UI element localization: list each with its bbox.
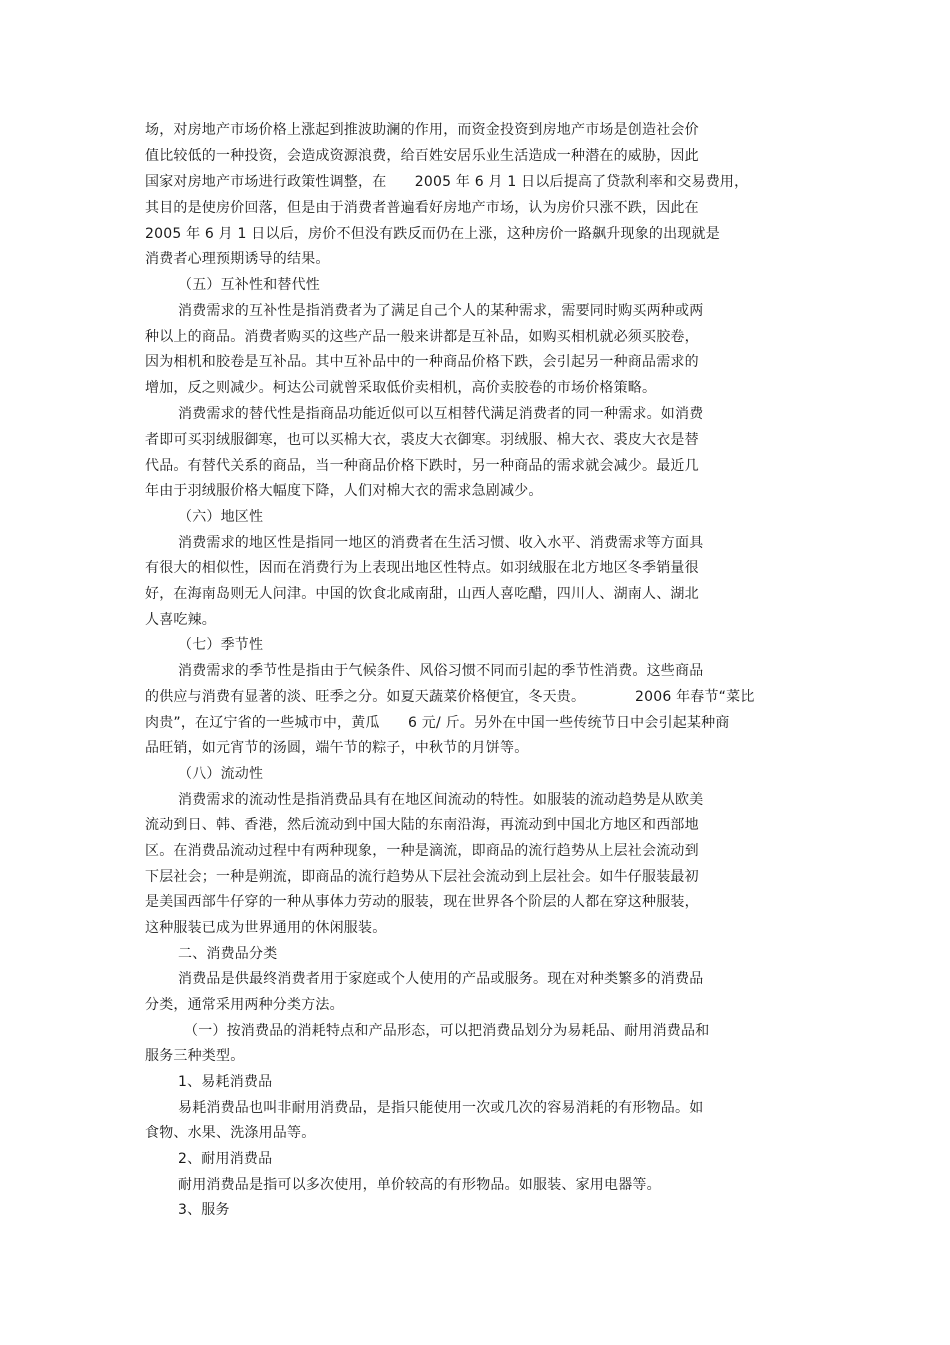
section-heading: （五）互补性和替代性: [178, 277, 320, 293]
text-line: 场，对房地产市场价格上涨起到推波助澜的作用，而资金投资到房地产市场是创造社会价: [145, 122, 699, 138]
text-line: 下层社会；一种是朔流，即商品的流行趋势从下层社会流动到上层社会。如牛仔服装最初: [145, 869, 699, 885]
section-heading: 2、耐用消费品: [178, 1151, 273, 1167]
section-heading: （七）季节性: [178, 637, 264, 653]
text-line: 的供应与消费有显著的淡、旺季之分。如夏天蔬菜价格便宜，冬天贵。 2006 年春节“菜比: [145, 689, 755, 705]
text-line: 2005 年 6 月 1 日以后，房价不但没有跌反而仍在上涨，这种房价一路飙升现象的出现就是: [145, 226, 720, 242]
text-line: 消费需求的地区性是指同一地区的消费者在生活习惯、收入水平、消费需求等方面具: [178, 535, 704, 551]
text-line: 因为相机和胶卷是互补品。其中互补品中的一种商品价格下跌，会引起另一种商品需求的: [145, 354, 699, 370]
text-line: 消费需求的互补性是指消费者为了满足自己个人的某种需求，需要同时购买两种或两: [178, 303, 704, 319]
text-line: 肉贵”，在辽宁省的一些城市中，黄瓜 6 元/ 斤。另外在中国一些传统节日中会引起某种商: [145, 715, 730, 731]
text-line: 消费需求的季节性是指由于气候条件、风俗习惯不同而引起的季节性消费。这些商品: [178, 663, 704, 679]
text-line: 耐用消费品是指可以多次使用，单价较高的有形物品。如服装、家用电器等。: [178, 1177, 661, 1193]
text-line: 值比较低的一种投资，会造成资源浪费，给百姓安居乐业生活造成一种潜在的威胁，因此: [145, 148, 699, 164]
text-line: 有很大的相似性，因而在消费行为上表现出地区性特点。如羽绒服在北方地区冬季销量很: [145, 560, 699, 576]
text-line: 是美国西部牛仔穿的一种从事体力劳动的服装，现在世界各个阶层的人都在穿这种服装，: [145, 894, 699, 910]
text-line: 消费需求的替代性是指商品功能近似可以互相替代满足消费者的同一种需求。如消费: [178, 406, 704, 422]
text-line: 增加，反之则减少。柯达公司就曾采取低价卖相机，高价卖胶卷的市场价格策略。: [145, 380, 657, 396]
text-line: 消费品是供最终消费者用于家庭或个人使用的产品或服务。现在对种类繁多的消费品: [178, 971, 704, 987]
text-line: 服务三种类型。: [145, 1048, 245, 1064]
text-line: 者即可买羽绒服御寒，也可以买棉大衣，裘皮大衣御寒。羽绒服、棉大衣、裘皮大衣是替: [145, 432, 699, 448]
text-line: 国家对房地产市场进行政策性调整，在 2005 年 6 月 1 日以后提高了贷款利率和交易费用，: [145, 174, 749, 190]
text-line: 流动到日、韩、香港，然后流动到中国大陆的东南沿海，再流动到中国北方地区和西部地: [145, 817, 699, 833]
text-line: 年由于羽绒服价格大幅度下降，人们对棉大衣的需求急剧减少。: [145, 483, 543, 499]
text-line: 分类，通常采用两种分类方法。: [145, 997, 344, 1013]
text-line: 易耗消费品也叫非耐用消费品，是指只能使用一次或几次的容易消耗的有形物品。如: [178, 1100, 704, 1116]
text-line: 代品。有替代关系的商品，当一种商品价格下跌时，另一种商品的需求就会减少。最近几: [145, 458, 699, 474]
section-heading: 3、服务: [178, 1202, 230, 1218]
text-line: 种以上的商品。消费者购买的这些产品一般来讲都是互补品，如购买相机就必须买胶卷，: [145, 329, 699, 345]
text-line: 品旺销，如元宵节的汤圆，端午节的粽子，中秋节的月饼等。: [145, 740, 529, 756]
text-line: 其目的是使房价回落，但是由于消费者普遍看好房地产市场，认为房价只涨不跌，因此在: [145, 200, 699, 216]
section-heading: （六）地区性: [178, 509, 264, 525]
section-heading: 1、易耗消费品: [178, 1074, 273, 1090]
text-line: 这种服装已成为世界通用的休闲服装。: [145, 920, 387, 936]
text-line: 食物、水果、洗涤用品等。: [145, 1125, 316, 1141]
section-heading: 二、消费品分类: [178, 946, 278, 962]
text-line: 消费需求的流动性是指消费品具有在地区间流动的特性。如服装的流动趋势是从欧美: [178, 792, 704, 808]
text-line: 消费者心理预期诱导的结果。: [145, 251, 330, 267]
text-line: 好，在海南岛则无人问津。中国的饮食北咸南甜，山西人喜吃醋，四川人、湖南人、湖北: [145, 586, 699, 602]
section-heading: （八）流动性: [178, 766, 264, 782]
text-line: （一）按消费品的消耗特点和产品形态，可以把消费品划分为易耗品、耐用消费品和: [184, 1023, 710, 1039]
text-line: 区。在消费品流动过程中有两种现象，一种是滴流，即商品的流行趋势从上层社会流动到: [145, 843, 699, 859]
text-line: 人喜吃辣。: [145, 612, 216, 628]
